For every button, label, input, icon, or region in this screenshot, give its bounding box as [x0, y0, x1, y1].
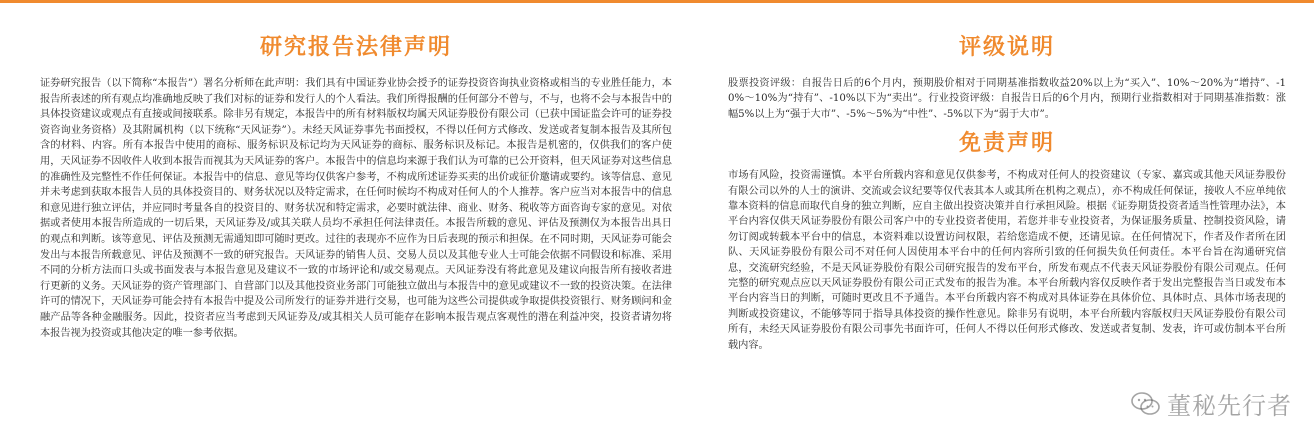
rating-body: 股票投资评级：自报告日后的6个月内，预期股价相对于同期基准指数收益20%以上为“买入”、10%～20%为“增持”、-10%～10%为“持有”、-10%以下为“卖出”。行业投资评级：自报告日后的6个月内，预期行业指数相对于同期基准指数：涨幅5%以上为“强于大市”、-5%～5%为“中性”、-5%以下为“弱于大市”。: [728, 78, 1286, 120]
legal-statement-column: [40, 18, 672, 341]
legal-statement-title: 研究报告法律声明: [259, 35, 452, 60]
wechat-icon: [1131, 391, 1161, 417]
top-accent-rule: [0, 0, 1314, 3]
disclaimer-body: 市场有风险，投资需谨慎。本平台所载内容和意见仅供参考，不构成对任何人的投资建议（专家、嘉宾或其他天风证券股份有限公司以外的人士的演讲、交流或会议纪要等仅代表其本人或其所在机构之观点），亦不构成任何保证，接收人不应单纯依靠本资料的信息而取代自身的独立判断，应自主做出投资决策并自行承担风险。根据《证券期货投资者适当性管理办法》，本平台内容仅供天风证券股份有限公司客户中的专业投资者使用，若您并非专业投资者，为保证服务质量、控制投资风险，请勿订阅或转载本平台中的信息，本资料难以设置访问权限，若给您造成不便，还请见谅。在任何情况下，作者及作者所在团队、天风证券股份有限公司不对任何人因使用本平台中的任何内容所引致的任何损失负任何责任。本平台旨在沟通研究信息，交流研究经验，不是天风证券股份有限公司研究报告的发布平台，所发布观点不代表天风证券股份有限公司观点。任何完整的研究观点应以天风证券股份有限公司正式发布的报告为准。本平台所载内容仅反映作者于发出完整报告当日或发布本平台内容当日的判断，可随时更改且不予通告。本平台所载内容不构成对具体证券在具体价位、具体时点、具体市场表现的判断或投资建议，不能够等同于指导具体投资的操作性意见。除非另有说明，本平台所载内容版权归天风证券股份有限公司所有，未经天风证券股份有限公司事先书面许可，任何人不得以任何形式修改、发送或者复制、发表，许可或仿制本平台所载内容。: [728, 170, 1286, 351]
rating-title: 评级说明: [958, 35, 1055, 60]
disclaimer-title: 免责声明: [958, 131, 1055, 157]
watermark-text: 董秘先行者: [1167, 392, 1292, 420]
legal-statement-body: 证券研究报告（以下简称“本报告”）署名分析师在此声明：我们具有中国证券业协会授予的证券投资咨询执业资格或相当的专业胜任能力，本报告所表述的所有观点均准确地反映了我们对标的证券和发行人的个人看法。我们所得报酬的任何部分不曾与，不与，也将不会与本报告中的具体投资建议或观点有直接或间接联系。除非另有规定，本报告中的所有材料版权均属天风证券股份有限公司（已获中国证监会许可的证券投资咨询业务资格）及其附属机构（以下统称“天风证券”）。未经天风证券事先书面授权，不得以任何方式修改、发送或者复制本报告及其所包含的材料、内容。所有本报告中使用的商标、服务标识及标记均为天风证券的商标、服务标识及标记。本报告是机密的，仅供我们的客户使用，天风证券不因收件人收到本报告而视其为天风证券的客户。本报告中的信息均来源于我们认为可靠的已公开资料，但天风证券对这些信息的准确性及完整性不作任何保证。本报告中的信息、意见等均仅供客户参考，不构成所述证券买卖的出价或征价邀请或要约。该等信息、意见并未考虑到获取本报告人员的具体投资目的、财务状况以及特定需求，在任何时候均不构成对任何人的个人推荐。客户应当对本报告中的信息和意见进行独立评估，并应同时考量各自的投资目的、财务状况和特定需求，必要时就法律、商业、财务、税收等方面咨询专家的意见。对依据或者使用本报告所造成的一切后果，天风证券及/或其关联人员均不承担任何法律责任。本报告所载的意见、评估及预测仅为本报告出具日的观点和判断。该等意见、评估及预测无需通知即可随时更改。过往的表现亦不应作为日后表现的预示和担保。在不同时期，天风证券可能会发出与本报告所载意见、评估及预测不一致的研究报告。天风证券的销售人员、交易人员以及其他专业人士可能会依据不同假设和标准、采用不同的分析方法而口头或书面发表与本报告意见及建议不一致的市场评论和/或交易观点。天风证券没有将此意见及建议向报告所有接收者进行更新的义务。天风证券的资产管理部门、自营部门以及其他投资业务部门可能独立做出与本报告中的意见或建议不一致的投资决策。在法律许可的情况下，天风证券可能会持有本报告中提及公司所发行的证券并进行交易，也可能为这些公司提供或争取提供投资银行、财务顾问和金融产品等各种金融服务。因此，投资者应当考虑到天风证券及/或其相关人员可能存在影响本报告观点客观性的潜在利益冲突，投资者请勿将本报告视为投资或其他决定的唯一参考依据。: [40, 78, 672, 339]
watermark: [1131, 386, 1292, 421]
rating-disclaimer-column: [728, 18, 1286, 353]
